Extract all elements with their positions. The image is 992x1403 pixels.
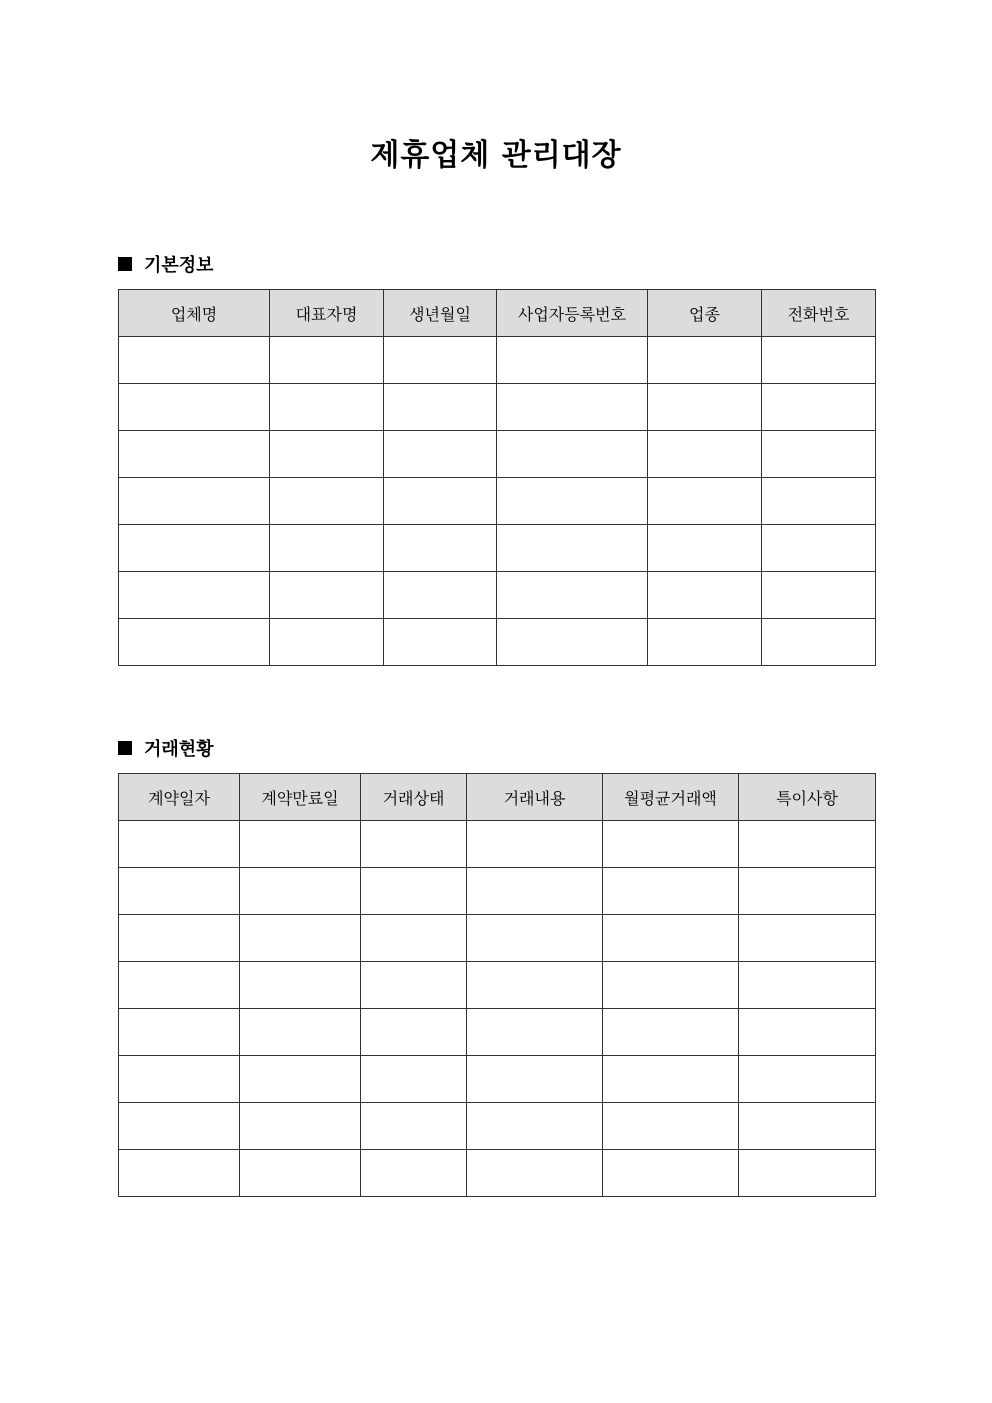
- table-cell[interactable]: [361, 962, 467, 1009]
- table-header-row: [119, 774, 876, 821]
- table-cell[interactable]: [648, 337, 762, 384]
- table-cell[interactable]: [270, 384, 384, 431]
- table-cell[interactable]: [467, 868, 603, 915]
- table-cell[interactable]: [384, 572, 497, 619]
- table-cell[interactable]: [119, 384, 270, 431]
- table-cell[interactable]: [119, 915, 240, 962]
- column-header-trade-state: 거래상태: [361, 774, 467, 821]
- table-cell[interactable]: [467, 821, 603, 868]
- table-cell[interactable]: [467, 962, 603, 1009]
- table-cell[interactable]: [603, 821, 739, 868]
- table-cell[interactable]: [384, 431, 497, 478]
- table-cell[interactable]: [361, 868, 467, 915]
- table-cell[interactable]: [270, 525, 384, 572]
- table-row: [119, 1009, 876, 1056]
- column-header-birth-date: 생년월일: [384, 290, 497, 337]
- basic-info-body: [119, 337, 876, 666]
- table-row: [119, 868, 876, 915]
- table-cell[interactable]: [762, 478, 876, 525]
- trade-status-table: [118, 773, 876, 1197]
- table-cell[interactable]: [648, 525, 762, 572]
- page-title: 제휴업체 관리대장: [370, 138, 622, 173]
- table-cell[interactable]: [119, 1150, 240, 1197]
- table-cell[interactable]: [739, 1009, 876, 1056]
- section-heading-basic-info: [118, 250, 214, 278]
- column-header-trade-details: 거래내용: [467, 774, 603, 821]
- table-cell[interactable]: [497, 619, 648, 666]
- table-cell[interactable]: [648, 478, 762, 525]
- table-cell[interactable]: [762, 337, 876, 384]
- column-header-representative: 대표자명: [270, 290, 384, 337]
- table-cell[interactable]: [119, 962, 240, 1009]
- table-cell[interactable]: [384, 384, 497, 431]
- column-header-phone: 전화번호: [762, 290, 876, 337]
- table-cell[interactable]: [739, 868, 876, 915]
- table-cell[interactable]: [467, 915, 603, 962]
- table-cell[interactable]: [603, 1009, 739, 1056]
- section-heading-label: 거래현황: [144, 739, 214, 760]
- table-cell[interactable]: [361, 1103, 467, 1150]
- table-cell[interactable]: [361, 1009, 467, 1056]
- table-row: [119, 1150, 876, 1197]
- table-cell[interactable]: [270, 431, 384, 478]
- table-cell[interactable]: [467, 1150, 603, 1197]
- table-cell[interactable]: [119, 1056, 240, 1103]
- table-cell[interactable]: [603, 1150, 739, 1197]
- table-cell[interactable]: [467, 1056, 603, 1103]
- table-cell[interactable]: [270, 478, 384, 525]
- table-cell[interactable]: [119, 619, 270, 666]
- table-cell[interactable]: [739, 1103, 876, 1150]
- table-cell[interactable]: [240, 821, 361, 868]
- table-cell[interactable]: [119, 525, 270, 572]
- table-row: [119, 478, 876, 525]
- square-bullet-icon: [118, 741, 132, 755]
- table-cell[interactable]: [603, 868, 739, 915]
- table-row: [119, 821, 876, 868]
- table-cell[interactable]: [119, 431, 270, 478]
- table-cell[interactable]: [240, 868, 361, 915]
- column-header-monthly-avg-amount: 월평균거래액: [603, 774, 739, 821]
- table-row: [119, 572, 876, 619]
- table-cell[interactable]: [270, 572, 384, 619]
- table-cell[interactable]: [603, 962, 739, 1009]
- table-cell[interactable]: [497, 478, 648, 525]
- table-row: [119, 962, 876, 1009]
- table-cell[interactable]: [762, 619, 876, 666]
- table-cell[interactable]: [739, 1056, 876, 1103]
- table-cell[interactable]: [762, 431, 876, 478]
- table-row: [119, 337, 876, 384]
- table-header-row: [119, 290, 876, 337]
- table-cell[interactable]: [119, 1009, 240, 1056]
- table-cell[interactable]: [603, 1056, 739, 1103]
- table-cell[interactable]: [119, 337, 270, 384]
- table-cell[interactable]: [739, 962, 876, 1009]
- table-cell[interactable]: [497, 525, 648, 572]
- table-cell[interactable]: [240, 1103, 361, 1150]
- table-cell[interactable]: [497, 384, 648, 431]
- column-header-company-name: 업체명: [119, 290, 270, 337]
- table-row: [119, 525, 876, 572]
- section-heading-label: 기본정보: [144, 255, 214, 276]
- trade-status-body: [119, 821, 876, 1197]
- table-row: [119, 1103, 876, 1150]
- section-heading-trade-status: [118, 734, 214, 762]
- column-header-business-reg-no: 사업자등록번호: [497, 290, 648, 337]
- table-cell[interactable]: [648, 431, 762, 478]
- table-cell[interactable]: [240, 1056, 361, 1103]
- table-cell[interactable]: [603, 915, 739, 962]
- table-cell[interactable]: [240, 915, 361, 962]
- table-cell[interactable]: [240, 1009, 361, 1056]
- table-cell[interactable]: [240, 962, 361, 1009]
- table-cell[interactable]: [384, 478, 497, 525]
- table-cell[interactable]: [497, 337, 648, 384]
- table-cell[interactable]: [240, 1150, 361, 1197]
- table-cell[interactable]: [497, 431, 648, 478]
- table-cell[interactable]: [762, 384, 876, 431]
- table-cell[interactable]: [384, 337, 497, 384]
- column-header-remarks: 특이사항: [739, 774, 876, 821]
- table-cell[interactable]: [384, 619, 497, 666]
- table-cell[interactable]: [270, 337, 384, 384]
- table-cell[interactable]: [762, 572, 876, 619]
- table-cell[interactable]: [762, 525, 876, 572]
- column-header-contract-expiry: 계약만료일: [240, 774, 361, 821]
- table-cell[interactable]: [739, 821, 876, 868]
- table-row: [119, 384, 876, 431]
- table-cell[interactable]: [119, 572, 270, 619]
- table-cell[interactable]: [119, 868, 240, 915]
- table-cell[interactable]: [384, 525, 497, 572]
- table-cell[interactable]: [648, 572, 762, 619]
- table-cell[interactable]: [603, 1103, 739, 1150]
- table-cell[interactable]: [648, 384, 762, 431]
- table-cell[interactable]: [119, 478, 270, 525]
- table-row: [119, 1056, 876, 1103]
- table-row: [119, 431, 876, 478]
- table-cell[interactable]: [361, 821, 467, 868]
- table-cell[interactable]: [497, 572, 648, 619]
- square-bullet-icon: [118, 257, 132, 271]
- column-header-contract-date: 계약일자: [119, 774, 240, 821]
- table-cell[interactable]: [361, 915, 467, 962]
- table-cell[interactable]: [119, 821, 240, 868]
- table-cell[interactable]: [739, 1150, 876, 1197]
- table-cell[interactable]: [648, 619, 762, 666]
- table-row: [119, 619, 876, 666]
- basic-info-table: [118, 289, 876, 666]
- column-header-industry: 업종: [648, 290, 762, 337]
- table-cell[interactable]: [270, 619, 384, 666]
- table-cell[interactable]: [467, 1103, 603, 1150]
- table-cell[interactable]: [119, 1103, 240, 1150]
- table-cell[interactable]: [361, 1150, 467, 1197]
- table-cell[interactable]: [467, 1009, 603, 1056]
- table-cell[interactable]: [361, 1056, 467, 1103]
- table-cell[interactable]: [739, 915, 876, 962]
- table-row: [119, 915, 876, 962]
